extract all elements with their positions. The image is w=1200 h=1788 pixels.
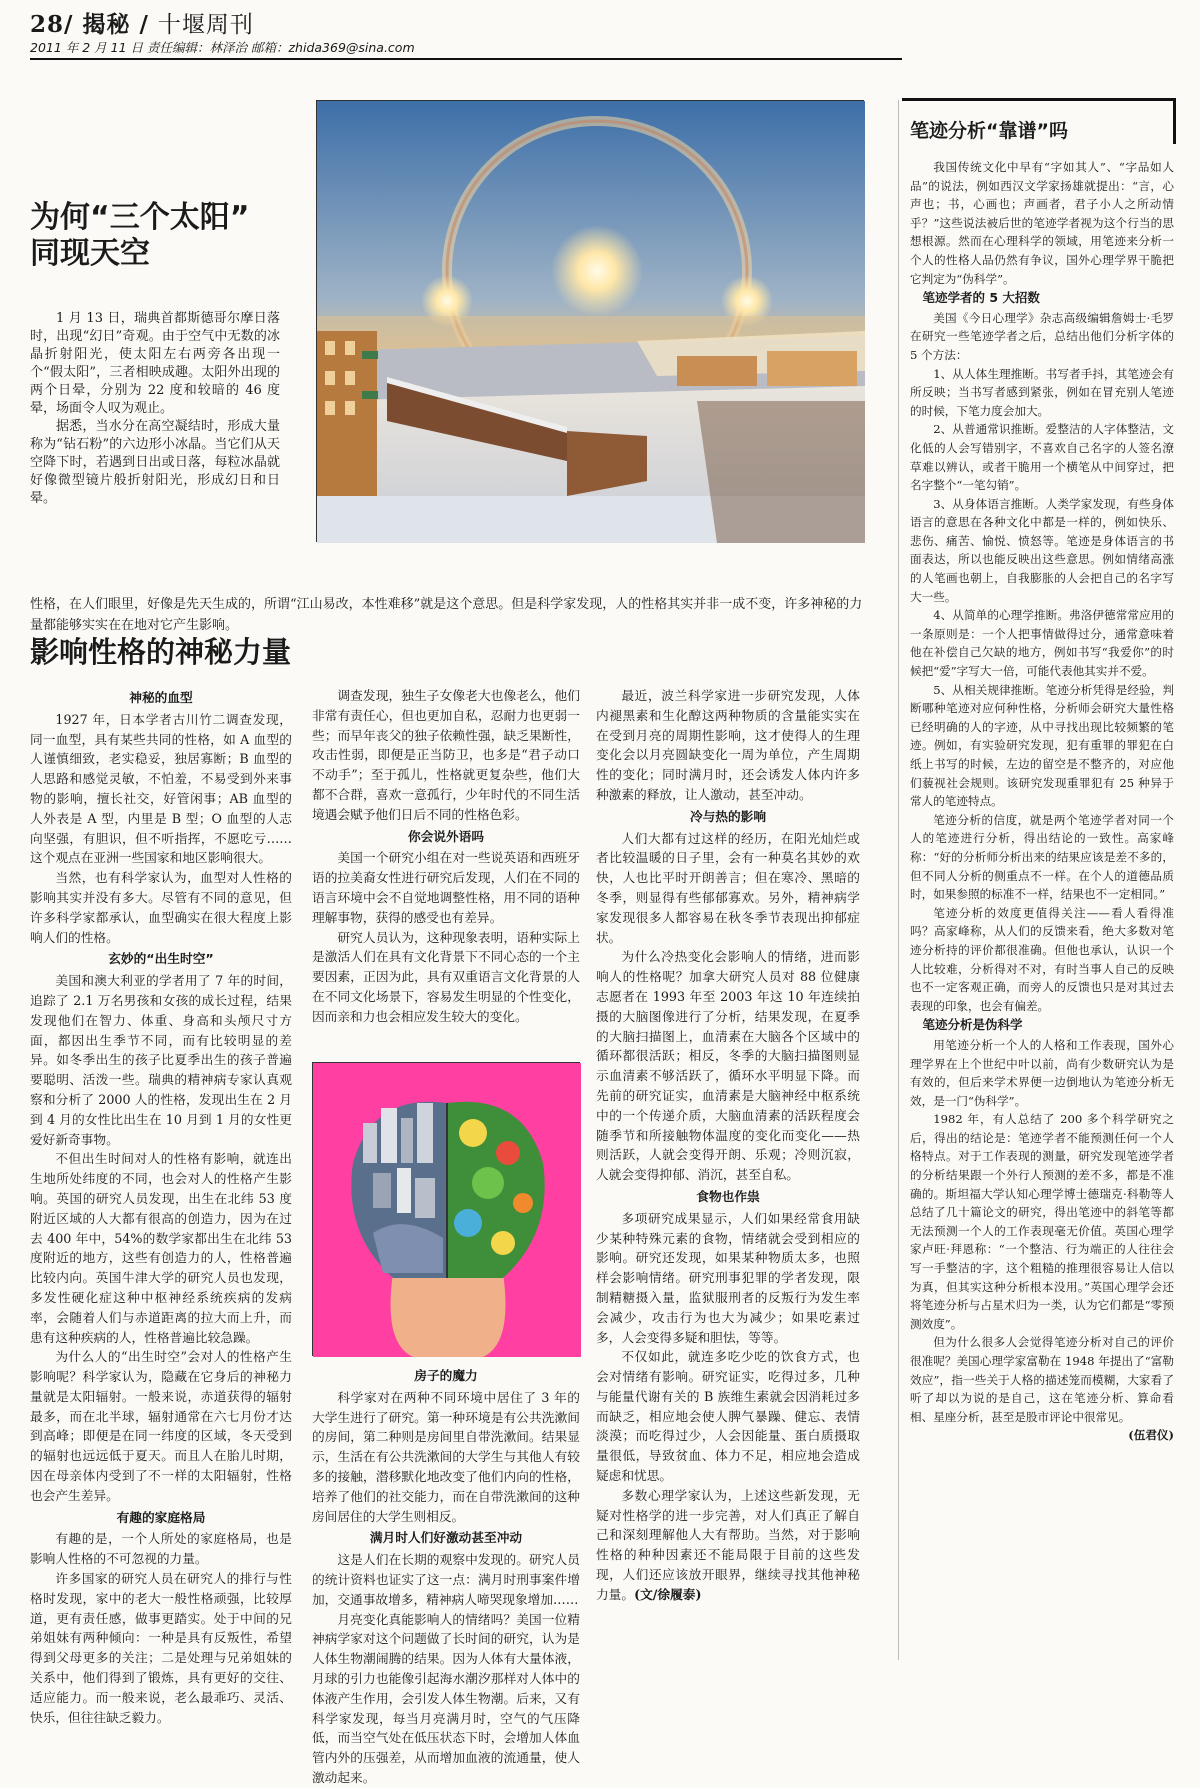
article-paragraph: 不仅如此，就连多吃少吃的饮食方式，也会对情绪有影响。研究证实，吃得过多，几种与能量代谢有关的 B 族维生素就会因消耗过多而缺乏，相应地会使人脾气暴躁、健忘、表情淡漠；而吃得过少，人会因能量、蛋白质摄取量很低，导致贫血、体力不足，相应地会造成疑虑和忧思。 — [596, 1349, 860, 1484]
main-lead: 性格，在人们眼里，好像是先天生成的，所谓“江山易改，本性难移”就是这个意思。但是科学家发现，人的性格其实并非一成不变，许多神秘的力量都能够实实在在地对它产生影响。 — [30, 597, 863, 633]
article-paragraph: 月亮变化真能影响人的情绪吗？美国一位精神病学家对这个问题做了长时间的研究，认为是人体生物潮闹腾的结果。因为人体有大量体液，月球的引力也能像引起海水潮汐那样对人体中的体液产生作用，会引发人体生物潮。后来，又有科学家发现，每当月亮满月时，空气的气压降低，而当空气处在低压状态下时，会增加人体血管内外的压强差，从而增加血液的流通量，使人激动起来。 — [312, 1611, 580, 1785]
sidebar-paragraph: 笔迹分析的信度，就是两个笔迹学者对同一个人的笔迹进行分析，得出结论的一致性。高家峰称：“好的分析师分析出来的结果应该是差不多的，但不同人分析的侧重点不一样。在个人的道德品质时，如果参照的标准不一样，结果也不一定相同。” — [910, 812, 1174, 902]
article-paragraph — [596, 1486, 860, 1605]
sidebar-paragraph: 笔迹分析的效度更值得关注——看人看得准吗？高家峰称，从人们的反馈来看，绝大多数对笔迹分析持的评价都很准确。但他也承认，认识一个人比较难，分析得对不对，有时当事人自己的反映也不一定客观正确，而旁人的反馈也只是对其过去表现的印象，也会有偏差。 — [910, 905, 1174, 1013]
section-name: 揭秘 — [82, 11, 131, 38]
article-paragraph: 1927 年，日本学者古川竹二调查发现，同一血型，具有某些共同的性格，如 A 血型的人谨慎细致，老实稳妥，独居寡断；B 血型的人思路和感觉灵敏，不怕羞，不易受到外来事物的影响，擅长社交，好管闲事；AB 血型的人外表是 A 型，内里是 B 型；O 血型的人志向坚强，有胆识，但不听指挥，不愿吃亏……这个观点在亚洲一些国家和地区影响很大。 — [30, 711, 292, 866]
article-byline: (文/徐履泰) — [634, 1586, 702, 1602]
article-paragraph: 科学家对在两种不同环境中居住了 3 年的大学生进行了研究。第一种环境是有公共洗漱间的房间，第二种则是房间里自带洗漱间。结果显示，生活在有公共洗漱间的大学生与其他人有较多的接触，潜移默化地改变了他们内向的性格，培养了他们的社交能力，而在自带洗漱间的这种房间居住的大学生则相反。 — [312, 1389, 580, 1524]
article-paragraph: 为什么人的“出生时空”会对人的性格产生影响呢？科学家认为，隐藏在它身后的神秘力量就是太阳辐射。一般来说，赤道获得的辐射最多，而在北半球，辐射通常在六七月份才达到高峰；即便是在同一纬度的区域，冬天受到的辐射也远远低于夏天。而且人在胎儿时期，因在母亲体内受到了不一样的太阳辐射，性格也会产生差异。 — [30, 1349, 292, 1503]
subhead-moon: 满月时人们好激动甚至冲动 — [369, 1530, 523, 1546]
halo-paragraph: 1 月 13 日，瑞典首都斯德哥尔摩日落时，出现“幻日”奇观。由于空气中无数的冰晶折射阳光，使太阳左右两旁各出现一个“假太阳”，三者相映成趣。太阳外出现的两个日晕，分别为 22 度和较暗的 46 度晕，场面令人叹为观止。 — [30, 311, 280, 416]
dateline: 2011 年 2 月 11 日 责任编辑：林泽治 邮箱：zhida369@sina.com — [30, 40, 415, 55]
brain-illustration — [312, 1062, 580, 1356]
subhead-family: 有趣的家庭格局 — [116, 1509, 206, 1525]
column-divider — [898, 100, 899, 1660]
article-paragraph: 最近，波兰科学家进一步研究发现，人体内褪黑素和生化醇这两种物质的含量能实实在在受到月亮的周期性影响，这才使得人的生理变化会以月亮圆缺变化一周为单位，产生周期性的变化；同时满月时，还会诱发人体内许多种激素的释放，让人激动，甚至冲动。 — [596, 688, 860, 802]
sidebar-method: 2、从普通常识推断。爱整洁的人字体整洁，文化低的人会写错别字，不喜欢自己名字的人签名潦草难以辨认，或者干脆用一个横笔从中间穿过，把名字整个“一笔勾销”。 — [910, 422, 1174, 493]
halo-headline — [30, 200, 300, 272]
sidebar-subhead: 笔迹学者的 5 大招数 — [922, 290, 1040, 306]
article-paragraph: 人们大都有过这样的经历，在阳光灿烂或者比较温暖的日子里，会有一种莫名其妙的欢快，人也比平时开朗善言；但在寒冷、黑暗的冬季，则显得有些郁郁寡欢。另外，精神病学家发现很多人都容易在秋冬季节表现出抑郁症状。 — [596, 830, 860, 945]
sidebar-method: 1、从人体生理推断。书写者手抖，其笔迹会有所反映；当书写者感到紧张，例如在冒充别人笔迹的时候，下笔力度会加大。 — [910, 366, 1174, 418]
article-paragraph: 研究人员认为，这种现象表明，语种实际上是激活人们在具有文化背景下不同心态的一个主要因素，正因为此，具有双重语言文化背景的人在不同文化场景下，容易发生明显的个性变化，因而亲和力也会相应发生较大的变化。 — [312, 929, 580, 1024]
sidebar-paragraph: 1982 年，有人总结了 200 多个科学研究之后，得出的结论是：笔迹学者不能预测任何一个人格特点。对于工作表现的测量，研究发现笔迹学者的分析结果跟一个外行人预测的差不多，都是不准确的。斯坦福大学认知心理学博士德瑞克·科勒等人总结了几十篇论文的研究，得出笔迹中的斜笔等都无法预测一个人的工作表现毫无价值。英国心理学家卢旺·拜恩称：“一个整洁、行为端正的人往往会写一手整洁的字，这个粗糙的推理很容易让人信以为真，但其实这种分析根本没用。”英国心理学会还将笔迹分析与占星术归为一类，认为它们都是“零预测效度”。 — [910, 1112, 1174, 1331]
sidebar-paragraph: 我国传统文化中早有“字如其人”、“字品如人品”的说法，例如西汉文学家扬雄就提出：“言，心声也；书，心画也；声画者，君子小人之所动情乎？”这些说法被后世的笔迹学者视为这个行当的思想根源。然而在心理科学的领域，用笔迹来分析一个人的性格人品仍然有争议，国外心理学界干脆把它判定为“伪科学”。 — [910, 160, 1174, 286]
article-paragraph: 许多国家的研究人员在研究人的排行与性格时发现，家中的老大一般性格顽强，比较厚道，更有责任感，做事更踏实。处于中间的兄弟姐妹有两种倾向：一种是具有反叛性，希望得到父母更多的关注；二是处理与兄弟姐妹的关系中，他们得到了锻炼，具有更好的交往、适应能力。而一般来说，老么最乖巧、灵活、快乐，但往往缺乏毅力。 — [30, 1571, 292, 1725]
article-paragraph: 多项研究成果显示，人们如果经常食用缺少某种特殊元素的食物，情绪就会受到相应的影响。研究还发现，如果某种物质太多，也照样会影响情绪。研究刑事犯罪的学者发现，限制精糖摄入量，监狱服刑者的反叛行为发生率会减少，攻击行为也大为减少；如果吃素过多，人会变得多疑和胆怯，等等。 — [596, 1210, 860, 1345]
main-column-2 — [312, 686, 580, 1026]
masthead: 28/ 揭秘 / 十堰周刊 — [30, 11, 254, 38]
sidebar-article — [910, 158, 1174, 1445]
sidebar-paragraph: 美国《今日心理学》杂志高级编辑詹姆士·毛罗在研究一些笔迹学者之后，总结出他们分析字体的 5 个方法： — [910, 310, 1174, 362]
page-number: 28 — [30, 11, 65, 38]
main-column-1 — [30, 686, 292, 1725]
subhead-blood-type: 神秘的血型 — [129, 690, 193, 705]
article-paragraph: 调查发现，独生子女像老大也像老么，他们非常有责任心，但也更加自私，忍耐力也更弱一些；而早年丧父的独子依赖性强，缺乏果断性，攻击性弱，即便是正当防卫，也多是“君子动口不动手”；至于孤儿，性格就更复杂些，他们大都不合群，喜欢一意孤行，少年时代的不同生活境遇会赋予他们日后不同的性格色彩。 — [312, 688, 580, 822]
paper-name: 十堰周刊 — [157, 12, 254, 38]
article-paragraph: 美国一个研究小组在对一些说英语和西班牙语的拉美裔女性进行研究后发现，人们在不同的语言环境中会不自觉地调整性格，用不同的语种理解事物，获得的感受也有差异。 — [312, 850, 580, 925]
subhead-birth: 玄妙的“出生时空” — [108, 951, 214, 967]
subhead-temperature: 冷与热的影响 — [689, 808, 767, 824]
sidebar-paragraph: 但为什么很多人会觉得笔迹分析对自己的评价很准呢？美国心理学家富勒在 1948 年提出了“富勒效应”，指一些关于人格的描述笼而模糊，大家看了听了却以为说的是自己，这在笔迹分析、算命看相、星座分析，甚至是股市评论中很常见。 — [910, 1335, 1174, 1424]
sidebar-headline: 笔迹分析“靠谱”吗 — [910, 120, 1068, 142]
halo-headline-line1: 为何“三个太阳” — [30, 200, 250, 235]
closing-text: 多数心理学家认为，上述这些新发现，无疑对性格学的进一步完善，对人们真正了解自己和深刻理解他人大有帮助。当然，对于影响性格的种种因素还不能局限于目前的这些发现，人们还应该放开眼界，继续寻找其他神秘力量。 — [596, 1487, 860, 1602]
main-headline: 影响性格的神秘力量 — [30, 635, 292, 669]
sidebar-method: 3、从身体语言推断。人类学家发现，有些身体语言的意思在各种文化中都是一样的，例如快乐、悲伤、痛苦、愉悦、愤怒等。笔迹是身体语言的书面表达，所以也能反映出这些意思。例如情绪高涨的人笔画也朝上，自我膨胀的人会把自己的名字写大一些。 — [910, 496, 1174, 604]
halo-headline-line2: 同现天空 — [30, 236, 150, 271]
sidebar-subhead: 笔迹分析是伪科学 — [922, 1017, 1023, 1033]
article-paragraph: 这是人们在长期的观察中发现的。研究人员的统计资料也证实了这一点：满月时刑事案件增加，交通事故增多，精神病人啼哭现象增加…… — [312, 1552, 580, 1607]
article-paragraph: 为什么冷热变化会影响人的情绪，进而影响人的性格呢？加拿大研究人员对 88 位健康志愿者在 1993 年至 2003 年这 10 年连续拍摄的大脑图像进行了分析，结果发现，在夏季的大脑扫描图上，血清素在大脑各个区域中的循环都很活跃；相反，冬季的大脑扫描图则显示血清素不够活跃了，循环水平明显下降。而先前的研究证实，血清素是大脑神经中枢系统中的一个传递介质，大脑血清素的活跃程度会随季节和所接触物体温度的变化而变化——热则活跃，人就会变得开朗、乐观；冷则沉寂，人就会变得抑郁、消沉，甚至自私。 — [596, 949, 860, 1183]
header-rule — [30, 58, 902, 60]
halo-paragraph: 据悉，当水分在高空凝结时，形成大量称为“钻石粉”的六边形小冰晶。当它们从天空降下时，若遇到日出或日落，每粒冰晶就好像微型镜片般折射阳光，形成幻日和日晕。 — [30, 419, 280, 506]
article-paragraph: 有趣的是，一个人所处的家庭格局，也是影响人性格的不可忽视的力量。 — [30, 1531, 292, 1567]
main-column-3 — [596, 686, 860, 1666]
sidebar-method: 4、从简单的心理学推断。弗洛伊德常常应用的一条原则是：一个人把事情做得过分，通常意味着他在补偿自己欠缺的地方，例如书写“我爱你”的时候把“爱”字写大一倍，可能代表他其实并不爱。 — [910, 608, 1174, 679]
sidebar-byline: (伍君仪) — [1128, 1428, 1174, 1443]
sidebar-frame-top — [902, 98, 1176, 101]
article-paragraph: 美国和澳大利亚的学者用了 7 年的时间，追踪了 2.1 万名男孩和女孩的成长过程，结果发现他们在智力、体重、身高和头颅尺寸方面，都因出生季节不同，而有比较明显的差异。如冬季出生的孩子比夏季出生的孩子普遍要聪明、活泼一些。瑞典的精神病专家认真观察和分析了 2000 人的性格，发现出生在 2 月到 4 月的女性比出生在 10 月到 1 月的女性更爱好新奇事物。 — [30, 973, 292, 1147]
subhead-language: 你会说外语吗 — [407, 828, 485, 844]
subhead-house: 房子的魔力 — [414, 1368, 478, 1383]
halo-article — [30, 310, 280, 508]
main-column-2-lower — [312, 1364, 580, 1785]
sidebar-paragraph: 用笔迹分析一个人的人格和工作表现，国外心理学界在上个世纪中叶以前，尚有少数研究认为是有效的，但后来学术界便一边倒地认为笔迹分析无效，是一门“伪科学”。 — [910, 1037, 1174, 1108]
sun-halo-photo — [316, 100, 864, 542]
subhead-food: 食物也作祟 — [696, 1188, 760, 1204]
sidebar-method: 5、从相关规律推断。笔迹分析凭得是经验，判断哪种笔迹对应何种性格，分析师会研究大量性格已经明确的人的字迹，从中寻找出现比较频繁的笔迹。例如，有实验研究发现，犯有重罪的罪犯在白纸上书写的时候，左边的留空是不整齐的，对应他们藐视社会规则。该研究发现重罪犯有 25 种异于常人的笔迹特点。 — [910, 682, 1174, 809]
sidebar-frame-side — [1173, 98, 1176, 144]
article-paragraph: 当然，也有科学家认为，血型对人性格的影响其实并没有多大。尽管有不同的意见，但许多科学家都承认，血型确实在很大程度上影响人们的性格。 — [30, 870, 292, 945]
article-paragraph: 不但出生时间对人的性格有影响，就连出生地所处纬度的不同，也会对人的性格产生影响。英国的研究人员发现，出生在北纬 53 度附近区域的人大都有很高的创造力，因为在过去 400 年中，54%的数学家都出生在北纬 53 度附近的地方，这些有创造力的人，性格普遍比较内向。英国牛津大学的研究人员也发现，多发性硬化症这种中枢神经系统疾病的发病率，会随着人们与赤道距离的拉大而上升，而患有这种疾病的人，性格普遍比较急躁。 — [30, 1151, 292, 1345]
